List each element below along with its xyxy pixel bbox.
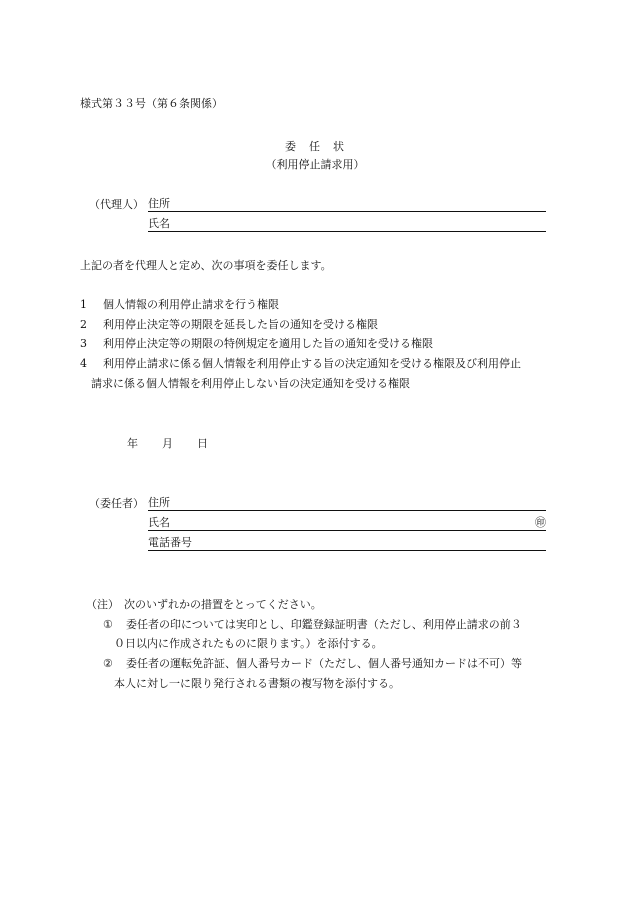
list-item-number: 4 (80, 357, 87, 370)
date-day-label: 日 (197, 437, 208, 450)
list-item: 利用停止決定等の期限の特例規定を適用した旨の通知を受ける権限 (103, 337, 433, 350)
principal-address-field[interactable] (148, 496, 546, 511)
note-line: ０日以内に作成されたものに限ります。）を添付する。 (114, 637, 383, 650)
date-year-label: 年 (127, 437, 138, 450)
delegation-statement: 上記の者を代理人と定め、次の事項を委任します。 (80, 259, 332, 272)
note-line: 本人に対し一に限り発行される書類の複写物を添付する。 (114, 677, 400, 690)
list-item-number: 3 (80, 337, 87, 350)
list-item-number: 2 (80, 318, 87, 331)
agent-name-field[interactable] (148, 217, 546, 232)
list-item-number: 1 (80, 298, 87, 311)
agent-address-field[interactable] (148, 197, 546, 212)
principal-phone-label: 電話番号 (148, 536, 192, 549)
principal-name-field[interactable] (148, 516, 546, 531)
principal-role-label: （委任者） (89, 497, 144, 510)
list-item: 利用停止請求に係る個人情報を利用停止する旨の決定通知を受ける権限及び利用停止 (103, 357, 521, 370)
document-subtitle: （利用停止請求用） (265, 158, 365, 171)
agent-name-label: 氏名 (148, 217, 170, 230)
principal-address-label: 住所 (148, 496, 170, 509)
note-line: 委任者の印については実印とし、印鑑登録証明書（ただし、利用停止請求の前３ (126, 618, 522, 631)
principal-phone-field[interactable] (148, 536, 546, 551)
agent-address-label: 住所 (148, 197, 170, 210)
list-item-continuation: 請求に係る個人情報を利用停止しない旨の決定通知を受ける権限 (91, 377, 410, 390)
principal-name-label: 氏名 (148, 516, 170, 529)
date-month-label: 月 (162, 437, 173, 450)
note-line: 委任者の運転免許証、個人番号カード（ただし、個人番号通知カードは不可）等 (126, 657, 522, 670)
document-title: 委 任 状 (285, 140, 345, 153)
list-item: 利用停止決定等の期限を延長した旨の通知を受ける権限 (103, 318, 378, 331)
list-item: 個人情報の利用停止請求を行う権限 (103, 298, 279, 311)
notes-label: （注） (86, 598, 119, 611)
agent-role-label: （代理人） (89, 198, 144, 211)
seal-mark: ㊞ (535, 516, 546, 529)
form-number: 様式第３３号（第６条関係） (80, 97, 223, 110)
note-mark: ① (103, 618, 113, 631)
notes-intro: 次のいずれかの措置をとってください。 (124, 598, 322, 611)
note-mark: ② (103, 657, 113, 670)
